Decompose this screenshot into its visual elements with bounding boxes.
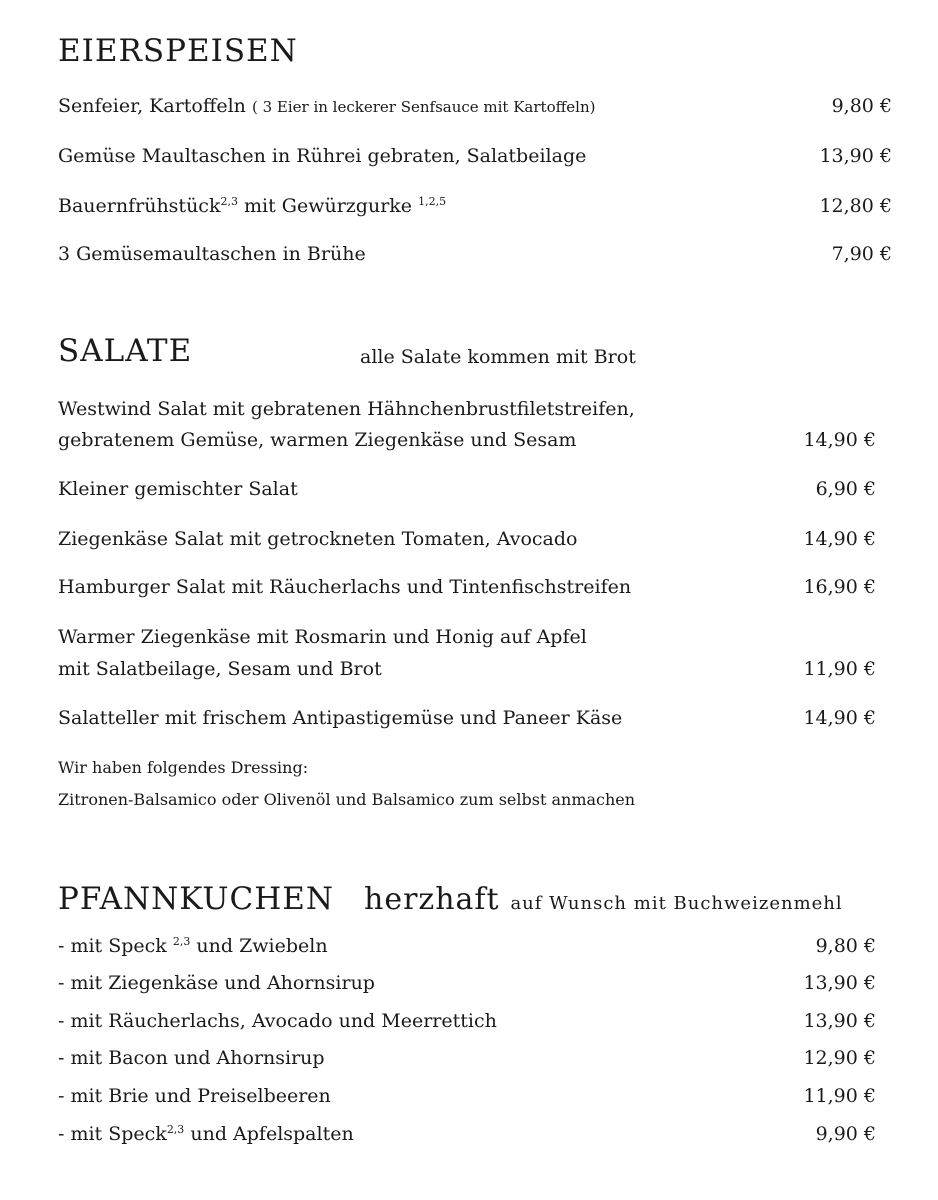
menu-item-name: - mit Speck	[58, 935, 173, 957]
menu-item-warmer-ziegenkaese-line1: Warmer Ziegenkäse mit Rosmarin und Honig auf Apfel	[58, 626, 587, 648]
menu-item-price: 9,80 €	[831, 95, 892, 117]
menu-item-salatteller: Salatteller mit frischem Antipastigemüse und Paneer Käse	[58, 707, 623, 729]
menu-item-name: Bauernfrühstück	[58, 195, 221, 217]
menu-item-bauernfruehstueck	[58, 195, 446, 218]
menu-item-price: 14,90 €	[803, 429, 876, 451]
menu-item-price: 13,90 €	[803, 1010, 876, 1032]
section-subtitle-salate: alle Salate kommen mit Brot	[360, 346, 636, 368]
section-title-salate: SALATE	[58, 333, 193, 369]
section-title-pfannkuchen	[58, 881, 843, 917]
allergen-note: 2,3	[220, 195, 238, 208]
menu-item-price: 14,90 €	[803, 707, 876, 729]
menu-item-price: 14,90 €	[803, 528, 876, 550]
menu-item-price: 11,90 €	[803, 658, 876, 680]
menu-item-maultaschen-ruehrei: Gemüse Maultaschen in Rührei gebraten, Salatbeilage	[58, 145, 587, 167]
menu-item-name-cont: und Zwiebeln	[190, 935, 328, 957]
menu-item-senfeier	[58, 95, 595, 118]
menu-item-price: 16,90 €	[803, 576, 876, 598]
menu-item-pfannkuchen-speck-apfel	[58, 1123, 354, 1146]
dressing-note-line1: Wir haben folgendes Dressing:	[58, 758, 309, 777]
menu-item-name-cont: und Apfelspalten	[184, 1123, 354, 1145]
menu-item-hamburger-salat: Hamburger Salat mit Räucherlachs und Tintenfischstreifen	[58, 576, 632, 598]
menu-item-name-cont: mit Gewürzgurke	[237, 195, 419, 217]
section-subtitle-main: herzhaft	[364, 882, 500, 917]
menu-item-kleiner-salat: Kleiner gemischter Salat	[58, 478, 298, 500]
allergen-note: 2,3	[172, 935, 191, 948]
section-title-eierspeisen: EIERSPEISEN	[58, 33, 298, 69]
menu-item-price: 13,90 €	[819, 145, 892, 167]
menu-item-price: 12,90 €	[803, 1047, 876, 1069]
menu-item-name: Senfeier, Kartoffeln	[58, 95, 246, 117]
menu-item-price: 9,90 €	[815, 1123, 876, 1145]
menu-item-pfannkuchen-raeucherlachs: - mit Räucherlachs, Avocado und Meerrettich	[58, 1010, 497, 1032]
menu-item-price: 6,90 €	[815, 478, 876, 500]
menu-item-ziegenkaese-salat: Ziegenkäse Salat mit getrockneten Tomaten, Avocado	[58, 528, 578, 550]
allergen-note: 2,3	[166, 1123, 185, 1136]
menu-item-warmer-ziegenkaese-line2: mit Salatbeilage, Sesam und Brot	[58, 658, 382, 680]
menu-item-pfannkuchen-speck-zwiebeln	[58, 935, 328, 958]
menu-item-name: - mit Speck	[58, 1123, 167, 1145]
menu-item-detail: ( 3 Eier in leckerer Senfsauce mit Kartoffeln)	[251, 98, 596, 116]
dressing-note-line2: Zitronen-Balsamico oder Olivenöl und Balsamico zum selbst anmachen	[58, 790, 636, 809]
menu-item-price: 13,90 €	[803, 972, 876, 994]
menu-item-price: 12,80 €	[819, 195, 892, 217]
menu-item-pfannkuchen-ziegenkaese: - mit Ziegenkäse und Ahornsirup	[58, 972, 375, 994]
allergen-note: 1,2,5	[418, 195, 447, 208]
menu-item-westwind-line1: Westwind Salat mit gebratenen Hähnchenbrustfiletstreifen,	[58, 398, 635, 420]
menu-item-pfannkuchen-bacon: - mit Bacon und Ahornsirup	[58, 1047, 325, 1069]
menu-item-gemuesemaultaschen-bruehe: 3 Gemüsemaultaschen in Brühe	[58, 243, 366, 265]
menu-item-pfannkuchen-brie: - mit Brie und Preiselbeeren	[58, 1085, 331, 1107]
section-subtitle-small: auf Wunsch mit Buchweizenmehl	[510, 893, 843, 914]
menu-item-price: 9,80 €	[815, 935, 876, 957]
menu-item-price: 11,90 €	[803, 1085, 876, 1107]
menu-item-price: 7,90 €	[831, 243, 892, 265]
menu-item-westwind-line2: gebratenem Gemüse, warmen Ziegenkäse und Sesam	[58, 429, 577, 451]
section-title-text: PFANNKUCHEN	[58, 881, 334, 917]
